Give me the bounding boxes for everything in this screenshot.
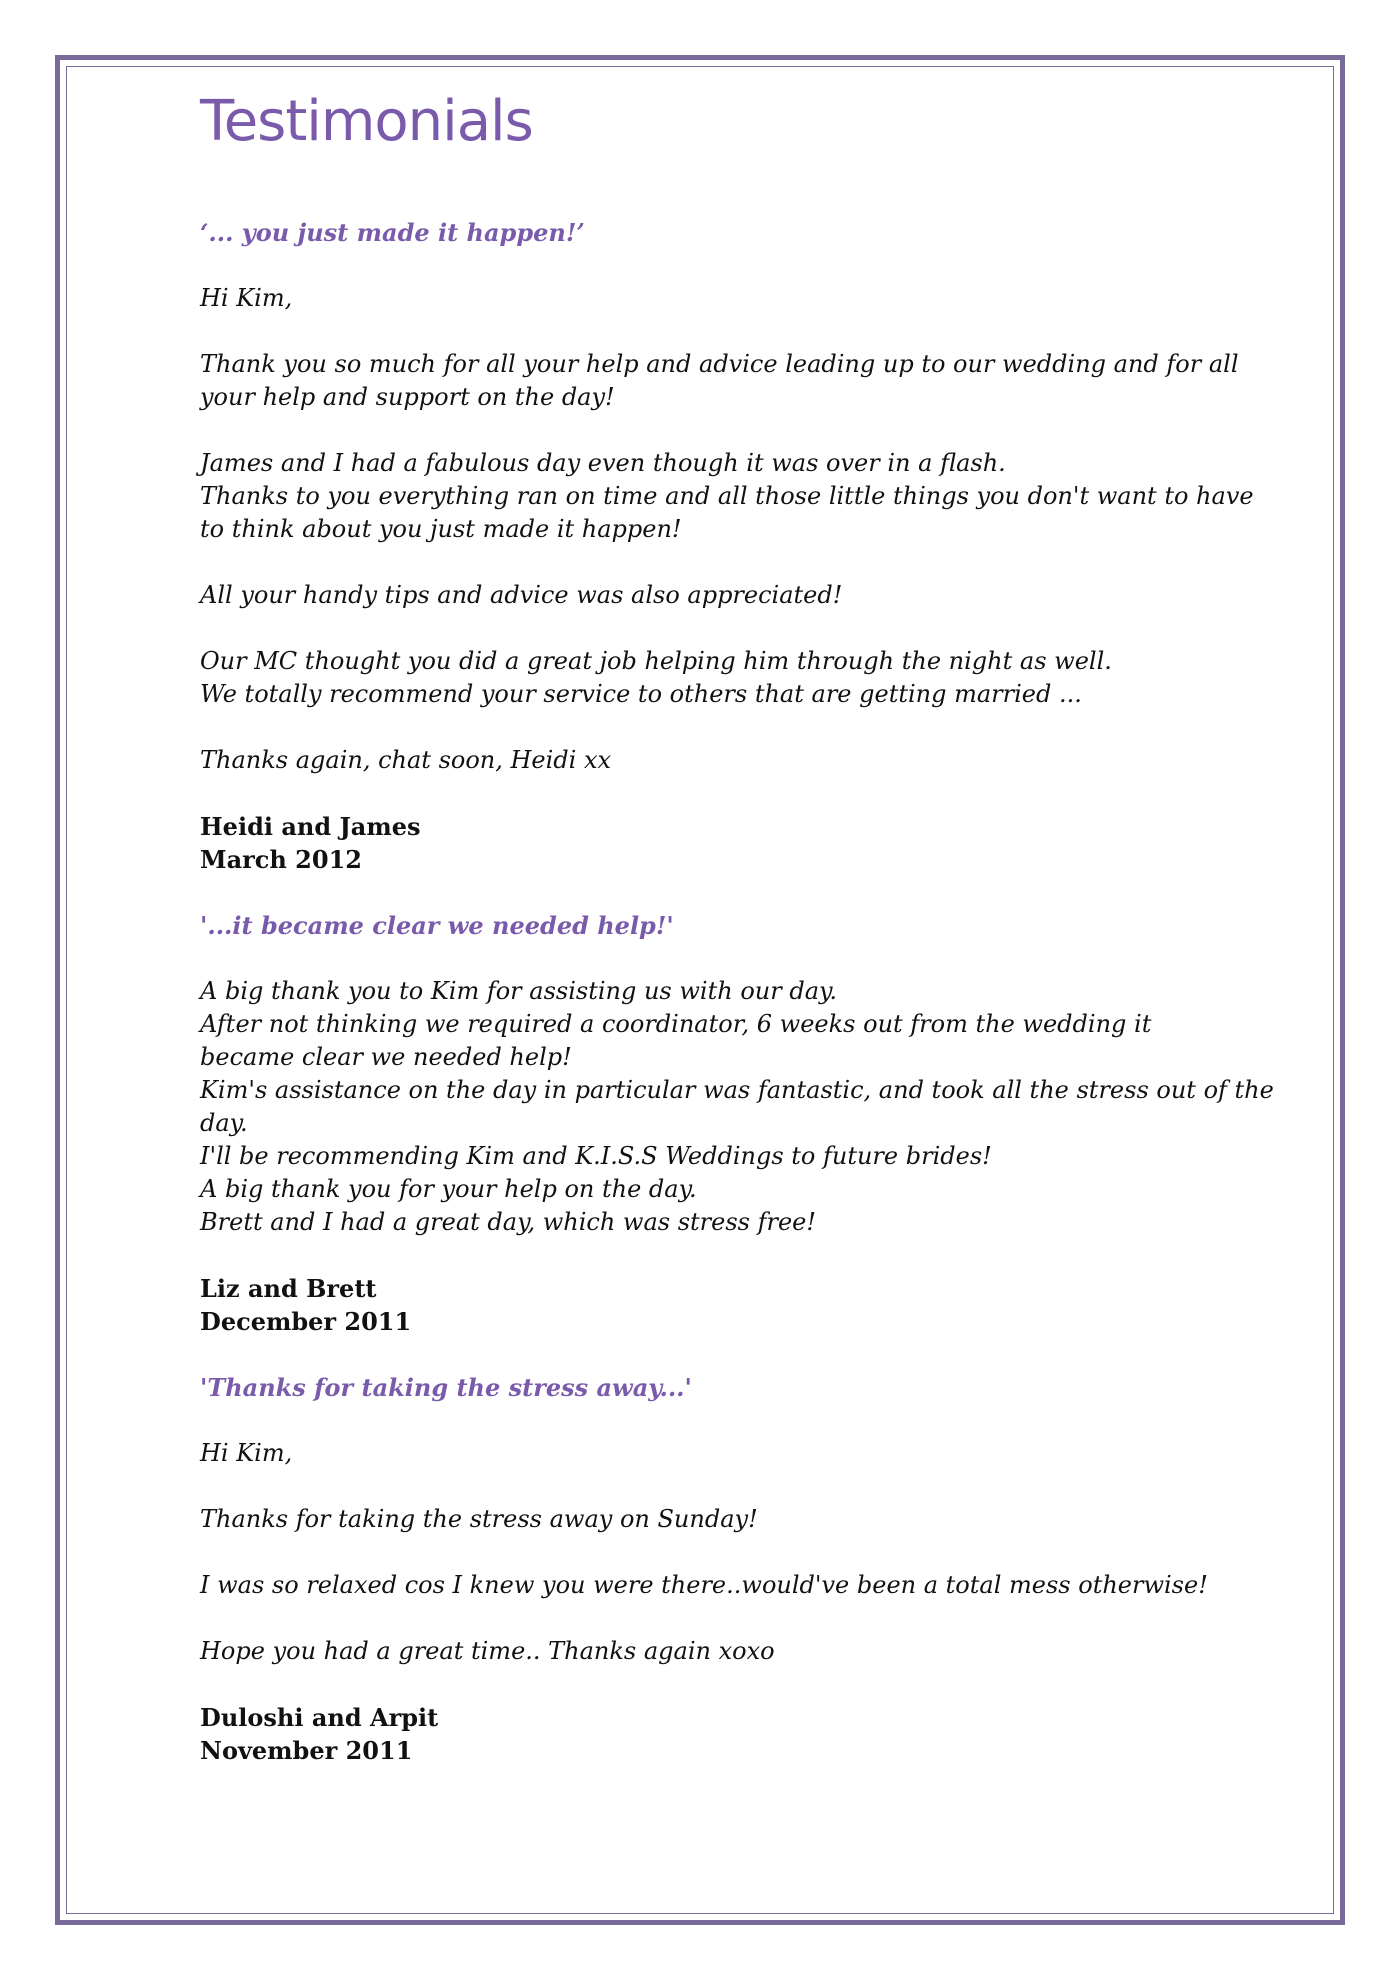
testimonial-line: Thanks for taking the stress away on Sunday!	[200, 1505, 758, 1533]
testimonial-line: Hi Kim,	[200, 284, 293, 312]
testimonial-line: I was so relaxed cos I knew you were there..would've been a total mess otherwise!	[200, 1571, 1208, 1599]
spacer	[200, 1536, 1320, 1569]
testimonial-line: Thank you so much for all your help and advice leading up to our wedding and for all	[200, 350, 1239, 378]
testimonial-line: Our MC thought you did a great job helping him through the night as well.	[200, 647, 1112, 675]
testimonial	[200, 1371, 1320, 1767]
testimonial-line: Hope you had a great time.. Thanks again xoxo	[200, 1637, 775, 1665]
spacer	[200, 1668, 1320, 1701]
testimonial-line: All your handy tips and advice was also appreciated!	[200, 581, 843, 609]
spacer	[200, 942, 1320, 975]
spacer	[200, 1338, 1320, 1371]
testimonials-list	[200, 216, 1320, 1767]
testimonial-date: December 2011	[200, 1307, 412, 1336]
testimonial	[200, 216, 1320, 909]
testimonial-heading: 'Thanks for taking the stress away...'	[200, 1373, 692, 1402]
document-content	[200, 72, 1320, 1767]
spacer	[200, 249, 1320, 282]
testimonial-line: We totally recommend your service to others that are getting married ...	[200, 680, 1082, 708]
testimonial-line: After not thinking we required a coordinator, 6 weeks out from the wedding it	[200, 1010, 1152, 1038]
spacer	[200, 1602, 1320, 1635]
spacer	[200, 546, 1320, 579]
spacer	[200, 777, 1320, 810]
testimonial-line: to think about you just made it happen!	[200, 515, 682, 543]
testimonial-line: A big thank you for your help on the day.	[200, 1175, 697, 1203]
spacer	[200, 1470, 1320, 1503]
testimonial-date: March 2012	[200, 845, 362, 874]
testimonial	[200, 909, 1320, 1371]
testimonial-line: Hi Kim,	[200, 1439, 293, 1467]
testimonial-date: November 2011	[200, 1736, 413, 1765]
testimonial-heading: '...it became clear we needed help!'	[200, 911, 674, 940]
testimonial-names: Heidi and James	[200, 812, 421, 841]
spacer	[200, 612, 1320, 645]
testimonial-line: A big thank you to Kim for assisting us with our day.	[200, 977, 838, 1005]
spacer	[200, 876, 1320, 909]
spacer	[200, 315, 1320, 348]
testimonial-line: became clear we needed help!	[200, 1043, 572, 1071]
spacer	[200, 711, 1320, 744]
spacer	[200, 414, 1320, 447]
testimonial-heading: ‘... you just made it happen!’	[200, 218, 585, 247]
testimonial-names: Liz and Brett	[200, 1274, 377, 1303]
testimonial-line: Thanks again, chat soon, Heidi xx	[200, 746, 612, 774]
spacer	[200, 172, 1320, 216]
spacer	[200, 1239, 1320, 1272]
spacer	[200, 1404, 1320, 1437]
testimonial-line: Kim's assistance on the day in particular was fantastic, and took all the stress out of the day.	[200, 1076, 1274, 1137]
testimonial-names: Duloshi and Arpit	[200, 1703, 439, 1732]
testimonial-line: I'll be recommending Kim and K.I.S.S Weddings to future brides!	[200, 1142, 992, 1170]
testimonial-line: Thanks to you everything ran on time and all those little things you don't want to have	[200, 482, 1254, 510]
page-title: Testimonials	[200, 89, 533, 154]
testimonial-line: your help and support on the day!	[200, 383, 615, 411]
testimonial-line: Brett and I had a great day, which was stress free!	[200, 1208, 817, 1236]
testimonial-line: James and I had a fabulous day even though it was over in a flash.	[200, 449, 1006, 477]
